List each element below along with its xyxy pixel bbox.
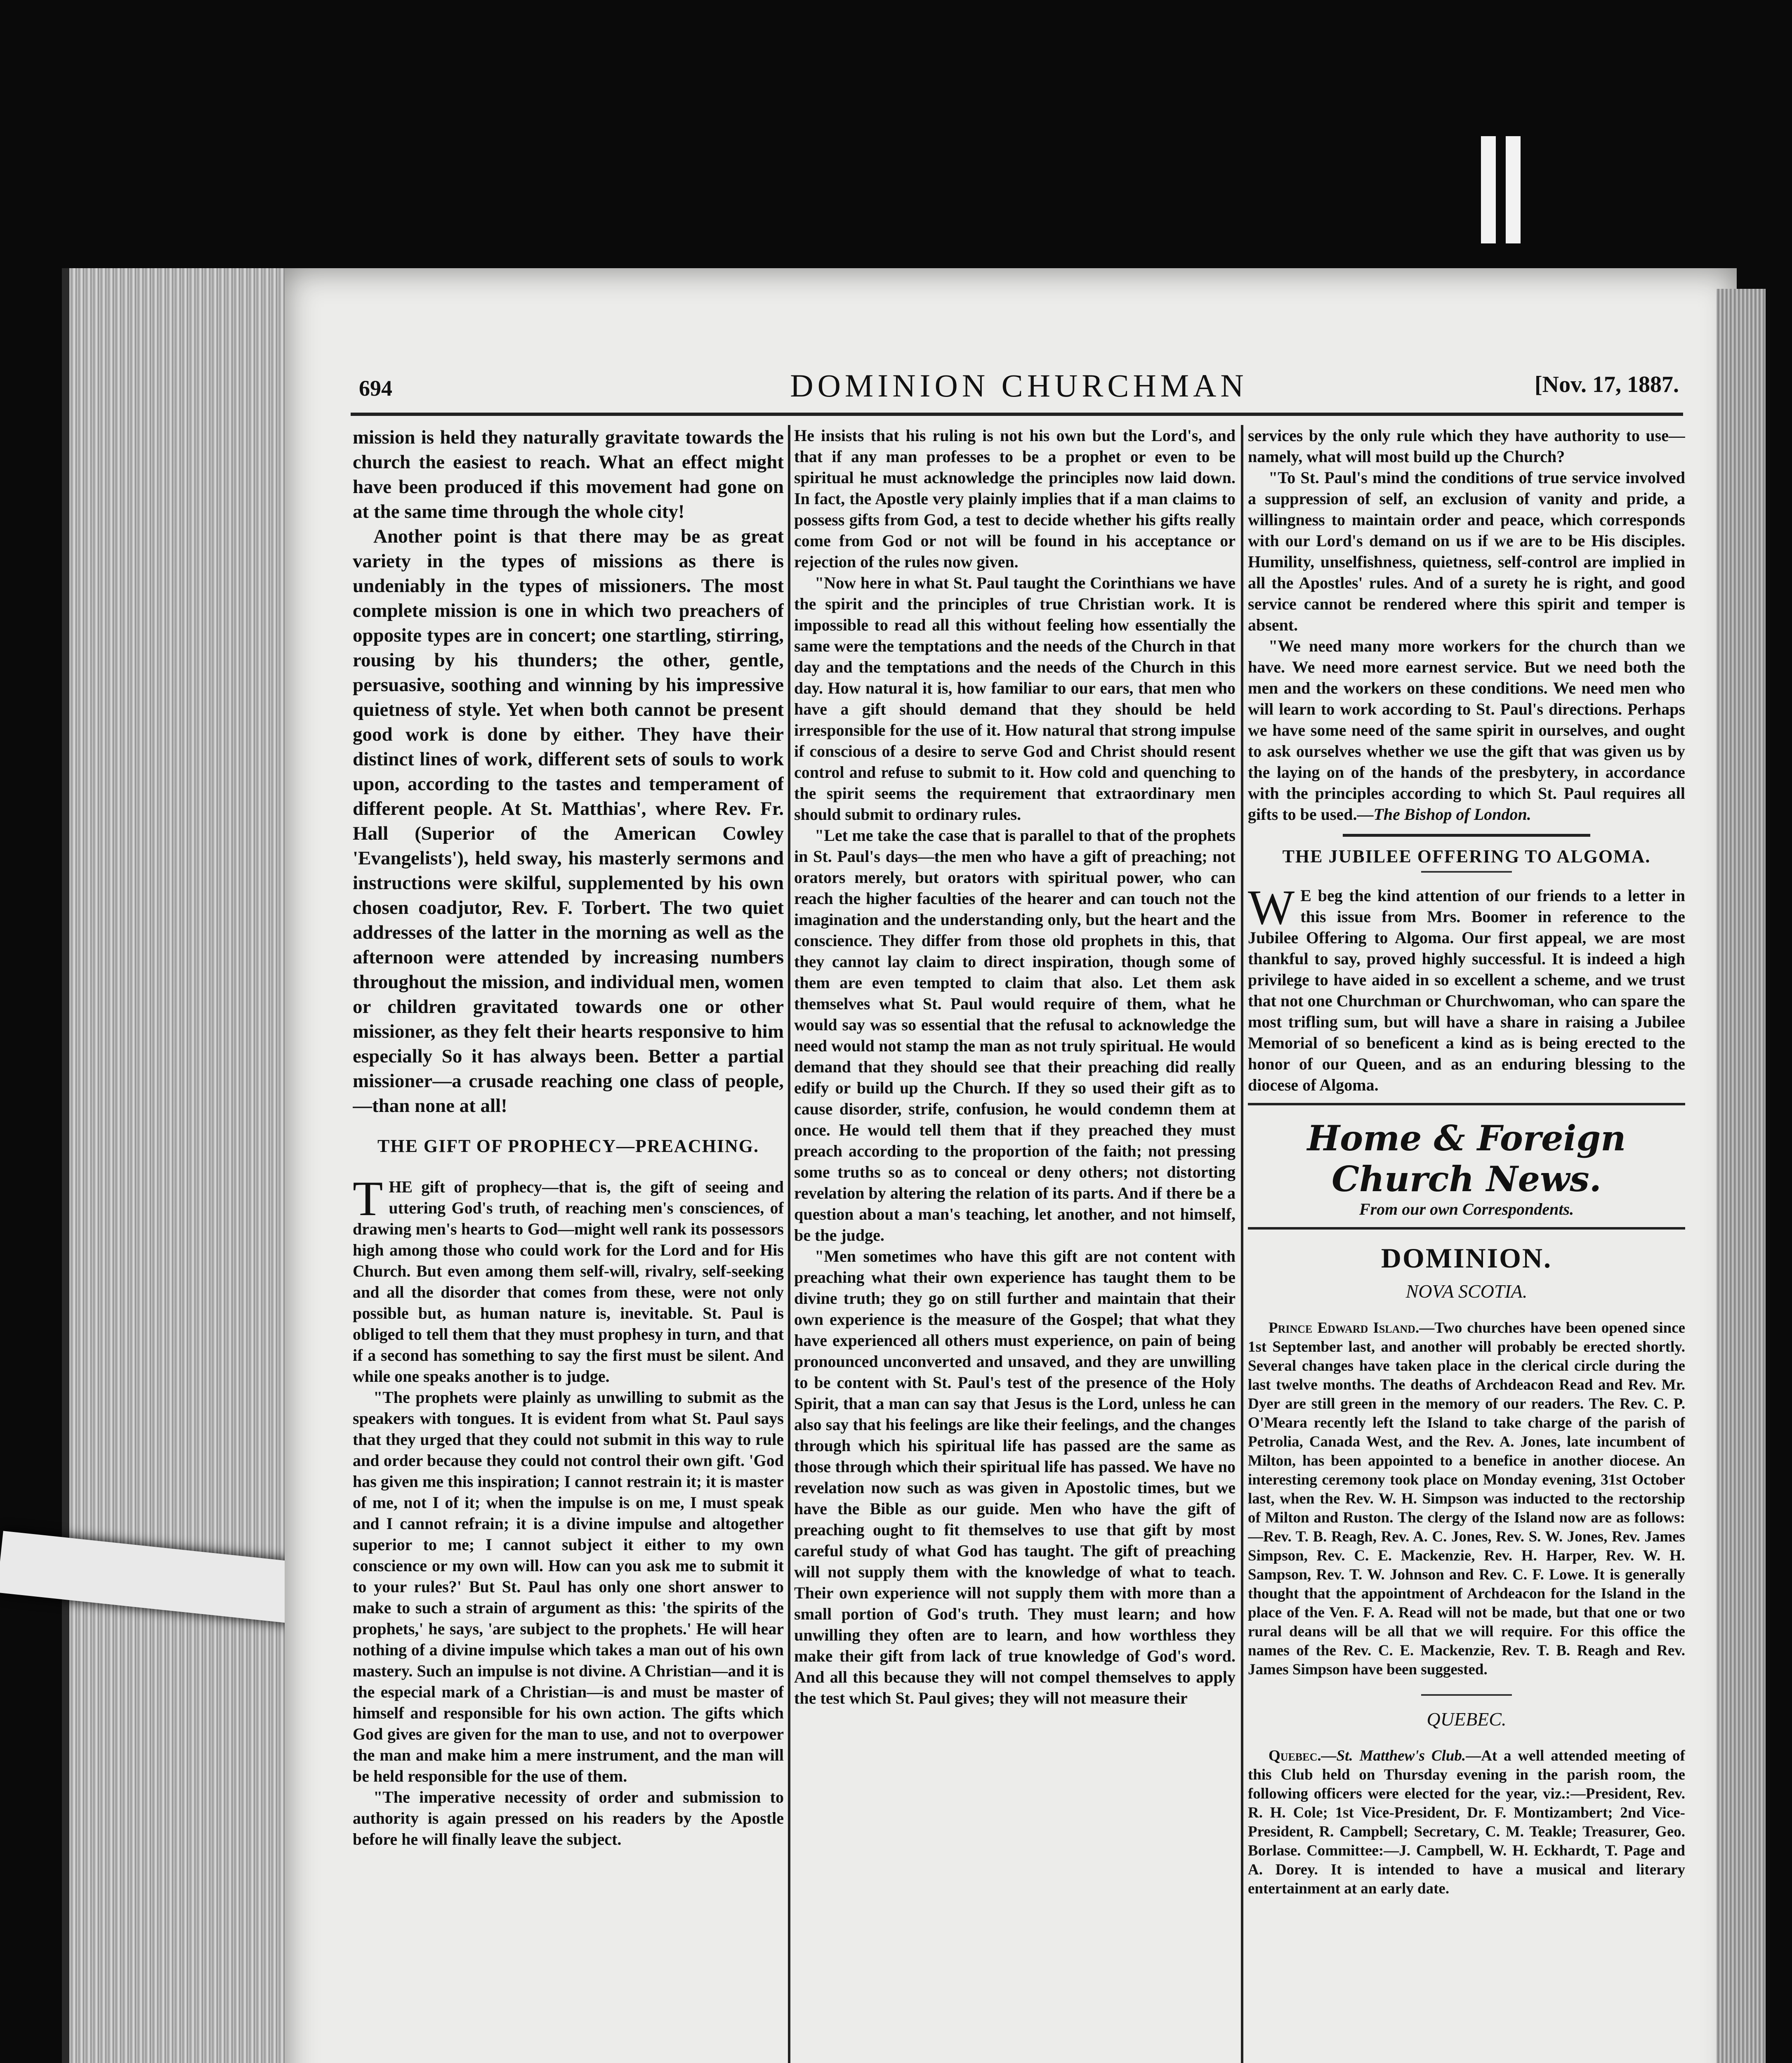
page-number: 694 [359, 376, 392, 401]
article-paragraph: HE gift of prophecy—that is, the gift of seeing and uttering God's truth, of reaching men's consciences, of drawing men's hearts to God—might well rank its possessors high among those who could work for the Lord and for His Church. But even among them self-will, rivalry, self-seeking and all the disorder that comes from these, were not only possible but, as human nature is, inevitable. St. Paul is obliged to tell them that they must prophesy in turn, and that if a second has something to say the first must be silent. And while one speaks another is to judge. [353, 1178, 784, 1386]
article-paragraph: "The prophets were plainly as unwilling to submit as the speakers with tongues. It is evident from what St. Paul says that they urged that they could not submit in this way to rule and order because they could not control their own gift. 'God has given me this inspiration; I cannot restrain it; it is master of me, not I of it; when the impulse is on me, I must speak and I cannot refrain; it is a divine impulse and altogether superior to me; I cannot subject it either to my own conscience or my own will. How can you ask me to submit it to your rules?' But St. Paul has only one short answer to make to such a strain of argument as this: 'the spirits of the prophets,' he says, 'are subject to the prophets.' He will hear nothing of a divine impulse which takes a man out of his own mastery. Such an impulse is not divine. A Christian—and it is the especial mark of a Christian—is and must be master of himself and responsible for his own action. The gifts which God gives are given for the man to use, and not to overpower the man and make him a mere instrument, and the man will be held responsible for the use of them. [353, 1388, 784, 1785]
section-rule [1248, 1227, 1685, 1230]
article-paragraph: Another point is that there may be as great variety in the types of missions as there is undeniably in the types of missioners. The most complete mission is one in which two preachers of opposite types are in concert; one startling, stirring, rousing by his thunders; the other, gentle, persuasive, soothing and winning by his impressive quietness of style. Yet when both cannot be present good work is done by either. They have their distinct lines of work, different sets of souls to work upon, according to the tastes and temperament of different people. At St. Matthias', where Rev. Fr. Hall (Superior of the American Cowley 'Evangelists'), held sway, his masterly sermons and instructions were skilful, supplemented by his own chosen coadjutor, Rev. F. Torbert. The two quiet addresses of the latter in the morning as well as the afternoon were attended by increasing numbers throughout the mission, and individual men, women or children gravitated towards one or other missioner, as they felt their hearts responsive to him especially So it has always been. Better a partial missioner—a crusade reaching one class of people,—than none at all! [353, 526, 784, 1116]
news-dateline: Prince Edward Island. [1269, 1319, 1419, 1336]
page-header [359, 367, 1679, 413]
article-heading: THE JUBILEE OFFERING TO ALGOMA. [1282, 846, 1651, 866]
article-paragraph: E beg the kind attention of our friends to a letter in this issue from Mrs. Boomer in reference to the Jubilee Offering to Algoma. Our first appeal, we are most thankful to say, proved highly successful. It is indeed a high privilege to have aided in so excellent a scheme, and we trust that not one Churchman or Churchwoman, who can spare the most trifling sum, but will have a share in raising a Jubilee Memorial of so beneficent a kind as is being erected to the honor of our Queen, and as an enduring blessing to the diocese of Algoma. [1248, 886, 1685, 1094]
news-paragraph: —At a well attended meeting of this Club held on Thursday evening in the parish room, the following officers were elected for the year, viz.:—President, Rev. R. H. Cole; 1st Vice-President, Dr. F. Montizambert; 2nd Vice-President, R. Campbell; Secretary, C. M. Teakle; Treasurer, Geo. Borlase. Committee:—J. Campbell, W. H. Eckhardt, T. Page and A. Dorey. It is intended to have a musical and literary entertainment at an early date. [1248, 1747, 1685, 1897]
scan-marker-bar [1506, 136, 1521, 243]
issue-date: [Nov. 17, 1887. [1535, 372, 1679, 397]
news-section-title: Home & Foreign Church News. [1307, 1118, 1626, 1199]
news-section-subtitle: From our own Correspondents. [1359, 1200, 1574, 1218]
news-dateline: Quebec. [1269, 1747, 1321, 1764]
book-right-edge [1716, 289, 1766, 2063]
article-paragraph: He insists that his ruling is not his own but the Lord's, and that if any man professes to be a prophet or even to be spiritual he must acknowledge the principles now laid down. In fact, the Apostle very plainly implies that if a man claims to possess gifts from God, a test to decide whether his gifts really come from God or not will be found in his acceptance or rejection of the rules now given. [794, 426, 1236, 571]
article-paragraph: "Men sometimes who have this gift are not content with preaching what their own experience has taught them to be divine truth; they go on still further and maintain that their own experience is the measure of the Gospel; that what they have experienced all others must experience, on pain of being pronounced unconverted and unsaved, and they are unwilling to be content with St. Paul's test of the presence of the Holy Spirit, that a man can say that Jesus is the Lord, unless he can also say that his feelings are like their feelings, and the changes through which his spiritual life has passed are the same as those through which their spiritual life has passed. We have no revelation now such as was given in Apostolic times, but we have the Bible as our guide. Men who have the gift of preaching ought to fit themselves to use that gift by most careful study of what God has taught. The gift of preaching will not supply them with the knowledge of what to teach. Their own experience will not supply them with more than a small portion of God's truth. They must learn; and how unwilling they often are to learn, and how worthless they make their gift from lack of true knowledge of God's word. And all this because they will not compel themselves to apply the test which St. Paul gives; they will not measure their [794, 1247, 1236, 1707]
column-1 [353, 425, 784, 2063]
column-rule [1241, 425, 1243, 2063]
attribution: The Bishop of London. [1373, 805, 1531, 824]
news-subject: —St. Matthew's Club. [1321, 1747, 1466, 1764]
column-rule [788, 425, 790, 2063]
column-3 [1248, 425, 1685, 2063]
drop-cap: W [1248, 880, 1295, 935]
scan-marker-bar [1481, 136, 1496, 243]
masthead: DOMINION CHURCHMAN [790, 368, 1248, 404]
article-paragraph: "We need many more workers for the church than we have. We need more earnest service. But we need both the men and the workers on these conditions. We need men who will learn to work according to St. Paul's directions. Perhaps we have some need of the same spirit in ourselves, and ought to ask ourselves whether we use the gift that was given us by the laying on of the hands of the presbytery, in accordance with the principles according to which St. Paul requires all gifts to be used.— [1248, 637, 1685, 824]
drop-cap: T [353, 1171, 383, 1226]
header-rule [351, 413, 1683, 416]
article-paragraph: "Let me take the case that is parallel to that of the prophets in St. Paul's days—the men who have a gift of preaching; not orators merely, but orators with spiritual power, who can reach the higher faculties of the hearer and can touch not the imagination and the understanding only, but the heart and the conscience. They differ from those old prophets in this, that they cannot lay claim to direct inspiration, though some of them are even tempted to claim that also. Let them ask themselves what St. Paul would require of them, what he would say was so essential that the refusal to acknowledge the need would not stamp the man as not truly spiritual. He would demand that they should see that their preaching did really edify or build up the Church. If they so used their gift as to cause disorder, strife, confusion, he would condemn them at once. He would tell them that if they preached they must preach according to the proportion of the faith; not pressing some truths so as to conceal or deny others; not distorting revelation by altering the relation of its parts. And if there be a question about a man's teaching, let another, and not himself, be the judge. [794, 826, 1236, 1244]
section-rule [1343, 834, 1590, 837]
news-paragraph: —Two churches have been opened since 1st September last, and another will probably be erected shortly. Several changes have taken place in the clerical circle during the last twelve months. The deaths of Archdeacon Read and Rev. Mr. Dyer are still green in the memory of our readers. The Rev. C. P. O'Meara recently left the Island to take charge of the parish of Petrolia, Canada West, and the Rev. A. Jones, late incumbent of Milton, has been appointed to a benefice in another diocese. An interesting ceremony took place on Monday evening, 31st October last, when the Rev. W. H. Simpson was inducted to the rectorship of Milton and Ruston. The clergy of the Island now are as follows:—Rev. T. B. Reagh, Rev. A. C. Jones, Rev. S. W. Jones, Rev. James Simpson, Rev. C. E. Mackenzie, Rev. H. Harper, Rev. W. H. Sampson, Rev. T. W. Johnson and Rev. C. F. Lowe. It is generally thought that the appointment of Archdeacon for the Island in the place of the Ven. F. A. Read will not be made, but that one or two rural deans will be all that we will require. For this office the names of the Rev. C. E. Mackenzie, Rev. T. B. Reagh and Rev. James Simpson have been suggested. [1248, 1319, 1685, 1678]
book-page-edges [62, 268, 292, 2063]
region-heading: DOMINION. [1381, 1242, 1552, 1274]
heading-rule [1421, 1694, 1512, 1696]
article-paragraph: "Now here in what St. Paul taught the Corinthians we have the spirit and the principles of true Christian work. It is impossible to read all this without feeling how essentially the same were the temptations and the needs of the Church in that day and the temptations and the needs of the Church in this day. How natural it is, how familiar to our ears, that men who have a gift should demand that they should be held irresponsible for the use of it. How natural that strong impulse if conscious of a desire to serve God and Christ should resent control and refuse to submit to it. How cold and quenching to the spirit seems the requirement that extraordinary men should submit to ordinary rules. [794, 574, 1236, 824]
column-2 [794, 425, 1236, 2063]
article-paragraph: services by the only rule which they have authority to use—namely, what will most build up the Church? [1248, 426, 1685, 466]
province-heading: QUEBEC. [1427, 1709, 1507, 1730]
article-paragraph: mission is held they naturally gravitate towards the church the easiest to reach. What an effect might have been produced if this movement had gone on at the same time through the whole city! [353, 427, 784, 522]
province-heading: NOVA SCOTIA. [1405, 1281, 1528, 1302]
article-heading: THE GIFT OF PROPHECY—PREACHING. [377, 1136, 759, 1156]
heading-rule [1421, 871, 1512, 873]
article-paragraph: "To St. Paul's mind the conditions of true service involved a suppression of self, an exclusion of vanity and pride, a willingness to maintain order and peace, which corresponds with our Lord's demand on us if we are to be His disciples. Humility, unselfishness, quietness, self-control are implied in all the Apostles' rules. And of a surety he is right, and good service cannot be rendered where this spirit and temper is absent. [1248, 468, 1685, 634]
section-rule [1248, 1103, 1685, 1105]
article-paragraph: "The imperative necessity of order and submission to authority is again pressed on his readers by the Apostle before he will finally leave the subject. [353, 1788, 784, 1848]
